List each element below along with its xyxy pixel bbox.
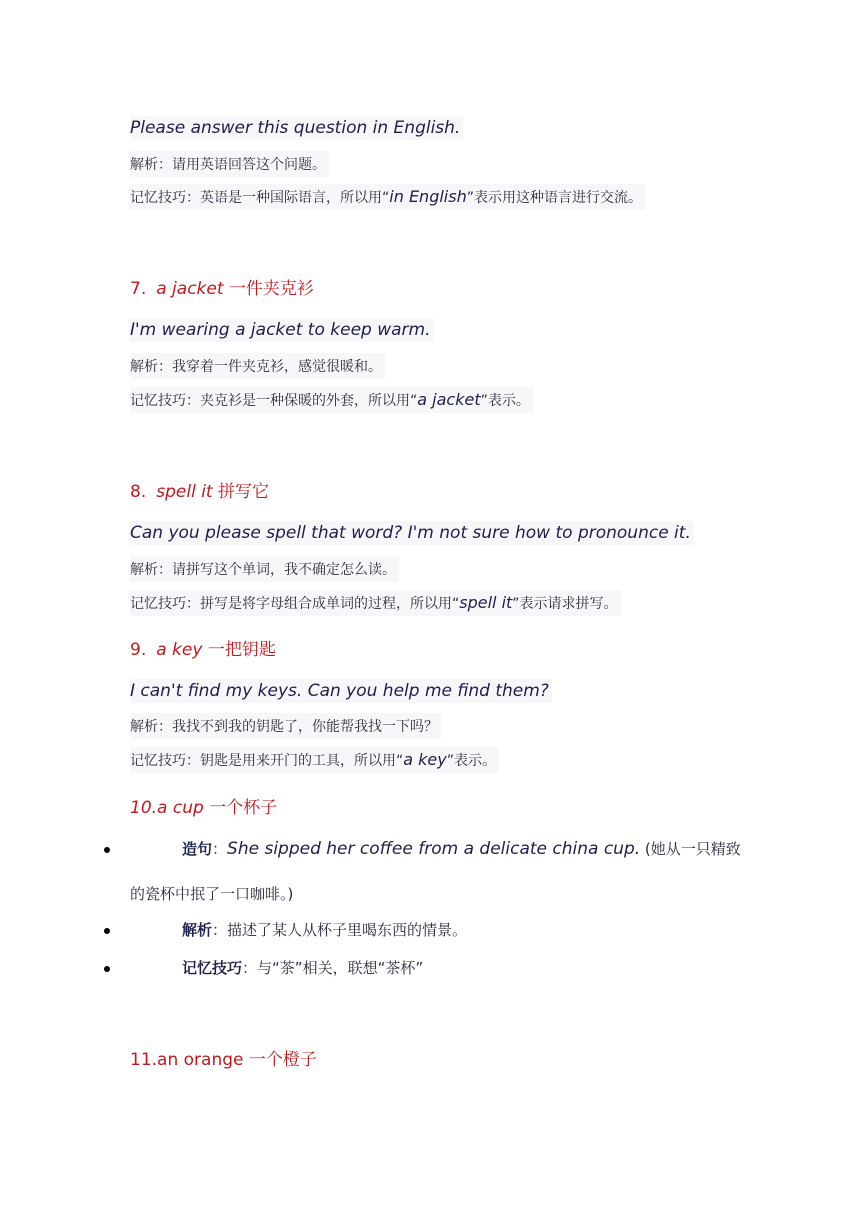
- vocab-meaning: 一件夹克衫: [228, 279, 314, 299]
- memory-tip-text: 拼写是将字母组合成单词的过程，所以用“: [200, 596, 460, 612]
- memory-tip-line: [130, 184, 645, 210]
- sentence-chinese-start: (她从一只精致: [640, 840, 741, 858]
- vocab-heading-10: [130, 793, 277, 818]
- sentence-chinese-continued: 的瓷杯中抿了一口咖啡。): [130, 885, 294, 903]
- analysis-line: [130, 353, 385, 379]
- example-sentence: I can't find my keys. Can you help me find them?: [130, 679, 552, 703]
- memory-tip-label: 记忆技巧：: [130, 190, 200, 206]
- analysis-label: 解析：: [130, 359, 172, 375]
- memory-tip-line: [182, 957, 423, 978]
- vocab-word: an orange: [157, 1050, 244, 1070]
- memory-tip-line: [130, 387, 533, 413]
- memory-tip-label: 记忆技巧：: [130, 596, 200, 612]
- vocab-word: a jacket: [156, 279, 224, 299]
- memory-tip-line: [130, 747, 499, 773]
- item-number: 10.: [130, 798, 158, 818]
- analysis-text: 我穿着一件夹克衫，感觉很暖和。: [172, 359, 382, 375]
- vocab-heading-11: [130, 1045, 317, 1070]
- bullet-dot: [104, 966, 110, 972]
- example-sentence: I'm wearing a jacket to keep warm.: [130, 318, 434, 342]
- sentence-line: [182, 838, 741, 859]
- item-number: 7.: [130, 279, 147, 299]
- analysis-line: [182, 919, 467, 940]
- vocab-heading-7: [130, 274, 314, 299]
- memory-tip-phrase: in English: [389, 187, 467, 206]
- memory-tip-label: 记忆技巧：: [130, 393, 200, 409]
- analysis-label: 解析: [182, 921, 213, 939]
- analysis-text: 描述了某人从杯子里喝东西的情景。: [227, 921, 468, 939]
- memory-tip-text-end: ”表示。: [446, 753, 496, 769]
- example-sentence: Please answer this question in English.: [130, 116, 463, 140]
- analysis-line: [130, 556, 399, 582]
- analysis-text: 请拼写这个单词，我不确定怎么读。: [172, 562, 396, 578]
- item-number: 9.: [130, 640, 147, 660]
- vocab-heading-9: [130, 635, 276, 660]
- memory-tip-text: 钥匙是用来开门的工具，所以用“: [200, 753, 404, 769]
- analysis-colon: ：: [212, 921, 228, 939]
- memory-tip-text-end: ”表示请求拼写。: [512, 596, 618, 612]
- memory-tip-text-end: ”表示。: [480, 393, 530, 409]
- memory-tip-phrase: a jacket: [417, 390, 481, 409]
- vocab-meaning: 拼写它: [218, 482, 269, 502]
- vocab-meaning: 一个橙子: [248, 1050, 317, 1070]
- analysis-label: 解析：: [130, 719, 172, 735]
- example-sentence: Can you please spell that word? I'm not sure how to pronounce it.: [130, 521, 694, 545]
- vocab-word: a cup: [157, 798, 204, 818]
- analysis-label: 解析：: [130, 157, 172, 173]
- memory-tip-line: [130, 590, 621, 616]
- vocab-meaning: 一个杯子: [209, 798, 278, 818]
- analysis-line: [130, 713, 441, 739]
- item-number: 8.: [130, 482, 147, 502]
- vocab-heading-8: [130, 477, 269, 502]
- vocab-word: spell it: [156, 482, 213, 502]
- bullet-dot: [104, 847, 110, 853]
- analysis-text: 请用英语回答这个问题。: [172, 157, 326, 173]
- analysis-text: 我找不到我的钥匙了，你能帮我找一下吗？: [172, 719, 438, 735]
- vocab-word: a key: [156, 640, 203, 660]
- memory-tip-label: 记忆技巧: [182, 959, 243, 977]
- memory-tip-text: 与“茶”相关，联想“茶杯”: [257, 959, 424, 977]
- memory-tip-colon: ：: [242, 959, 258, 977]
- item-number: 11.: [130, 1050, 158, 1070]
- memory-tip-phrase: spell it: [459, 593, 513, 612]
- analysis-label: 解析：: [130, 562, 172, 578]
- memory-tip-text: 英语是一种国际语言，所以用“: [200, 190, 390, 206]
- memory-tip-phrase: a key: [403, 750, 447, 769]
- memory-tip-text-end: ”表示用这种语言进行交流。: [466, 190, 642, 206]
- sentence-english: She sipped her coffee from a delicate china cup.: [227, 839, 641, 859]
- bullet-dot: [104, 928, 110, 934]
- sentence-colon: ：: [212, 840, 228, 858]
- vocab-meaning: 一把钥匙: [207, 640, 276, 660]
- memory-tip-label: 记忆技巧：: [130, 753, 200, 769]
- sentence-label: 造句: [182, 840, 213, 858]
- memory-tip-text: 夹克衫是一种保暖的外套，所以用“: [200, 393, 418, 409]
- analysis-line: [130, 151, 329, 177]
